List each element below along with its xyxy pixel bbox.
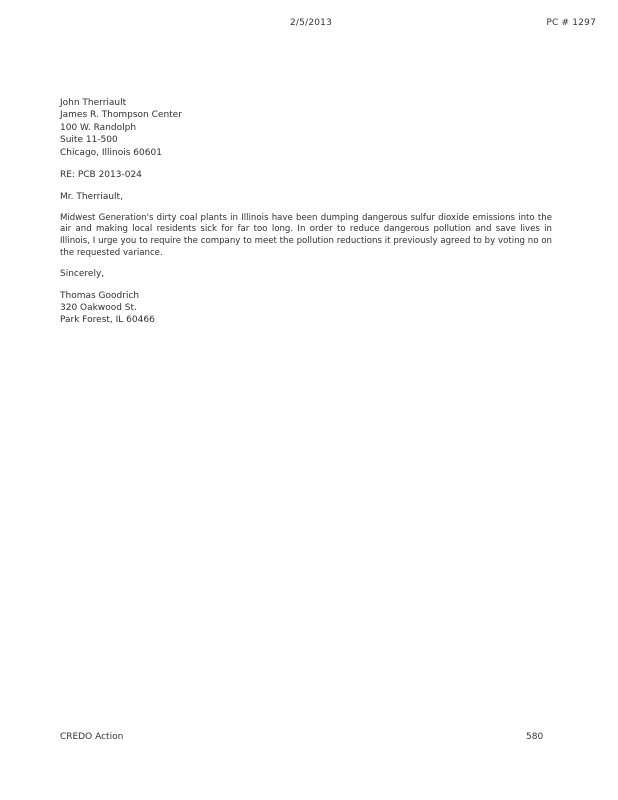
- recipient-city: Chicago, Illinois 60601: [60, 147, 162, 158]
- letter: [60, 97, 552, 327]
- header-pc-number: PC # 1297: [546, 18, 596, 28]
- footer-page-number: 580: [526, 732, 544, 742]
- footer-organization: CREDO Action: [60, 732, 124, 742]
- letter-body: Midwest Generation's dirty coal plants in Illinois have been dumping dangerous sulfur dioxide emissions into the air and making local residents sick for far too long. In order to reduce dangerous pollution and save lives in Illinois, I urge you to require the company to meet the pollution reductions it previously agreed to by voting no on the requested variance.: [60, 212, 552, 258]
- sender-signature-block: [60, 290, 552, 327]
- recipient-name: John Therriault: [60, 98, 127, 108]
- closing: Sincerely,: [60, 269, 105, 280]
- recipient-address: [60, 97, 552, 159]
- sender-name: Thomas Goodrich: [60, 290, 140, 301]
- re-line: RE: PCB 2013-024: [60, 170, 142, 181]
- sender-street: 320 Oakwood St.: [60, 303, 137, 314]
- recipient-street: 100 W. Randolph: [60, 122, 137, 133]
- salutation: Mr. Therriault,: [60, 192, 123, 203]
- recipient-suite: Suite 11-500: [60, 135, 118, 146]
- sender-city: Park Forest, IL 60466: [60, 315, 155, 326]
- recipient-building: James R. Thompson Center: [60, 110, 182, 121]
- header-date: 2/5/2013: [290, 18, 333, 28]
